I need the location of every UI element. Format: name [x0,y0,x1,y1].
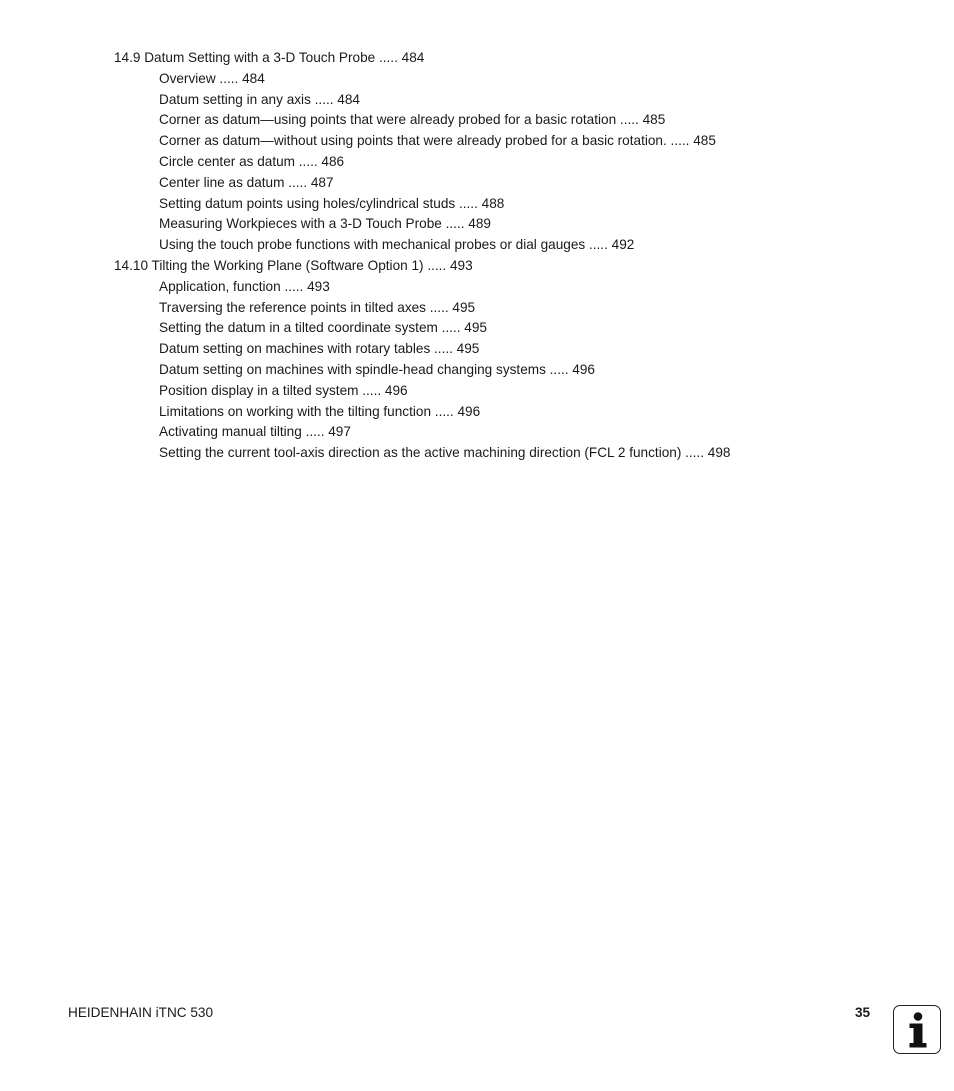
toc-section-14-9[interactable]: 14.9 Datum Setting with a 3-D Touch Probe ..... 484 [114,50,425,65]
toc-entry[interactable]: Overview ..... 484 [159,70,265,86]
toc-entry[interactable]: Activating manual tilting ..... 497 [159,424,351,440]
footer-product-name: HEIDENHAIN iTNC 530 [68,1005,214,1020]
toc-entry[interactable]: Datum setting on machines with spindle-head changing systems ..... 496 [159,361,595,377]
toc-entry[interactable]: Traversing the reference points in tilted axes ..... 495 [159,299,476,315]
toc-entry[interactable]: Measuring Workpieces with a 3-D Touch Probe ..... 489 [159,216,491,232]
page-number: 35 [855,1005,871,1020]
toc-entry[interactable]: Application, function ..... 493 [159,278,330,294]
toc-section-14-10[interactable]: 14.10 Tilting the Working Plane (Software Option 1) ..... 493 [114,257,473,273]
table-of-contents [0,48,954,464]
info-icon [893,1005,941,1054]
toc-entry[interactable]: Using the touch probe functions with mechanical probes or dial gauges ..... 492 [159,237,635,253]
toc-entry[interactable]: Position display in a tilted system ..... 496 [159,382,408,398]
toc-entry[interactable]: Corner as datum—using points that were already probed for a basic rotation ..... 485 [159,112,666,128]
toc-entry[interactable]: Setting the datum in a tilted coordinate system ..... 495 [159,320,487,336]
toc-entry[interactable]: Datum setting on machines with rotary tables ..... 495 [159,341,480,357]
toc-entry[interactable]: Center line as datum ..... 487 [159,174,334,190]
toc-entry[interactable]: Datum setting in any axis ..... 484 [159,91,360,107]
info-icon-glyph [894,1006,939,1052]
toc-entry[interactable]: Circle center as datum ..... 486 [159,153,345,169]
toc-entry[interactable]: Corner as datum—without using points that were already probed for a basic rotation. ..... 485 [159,133,716,149]
toc-entry[interactable]: Setting the current tool-axis direction as the active machining direction (FCL 2 function) ..... 498 [159,445,731,461]
toc-entry[interactable]: Setting datum points using holes/cylindrical studs ..... 488 [159,195,505,211]
toc-entry[interactable]: Limitations on working with the tilting function ..... 496 [159,403,481,419]
